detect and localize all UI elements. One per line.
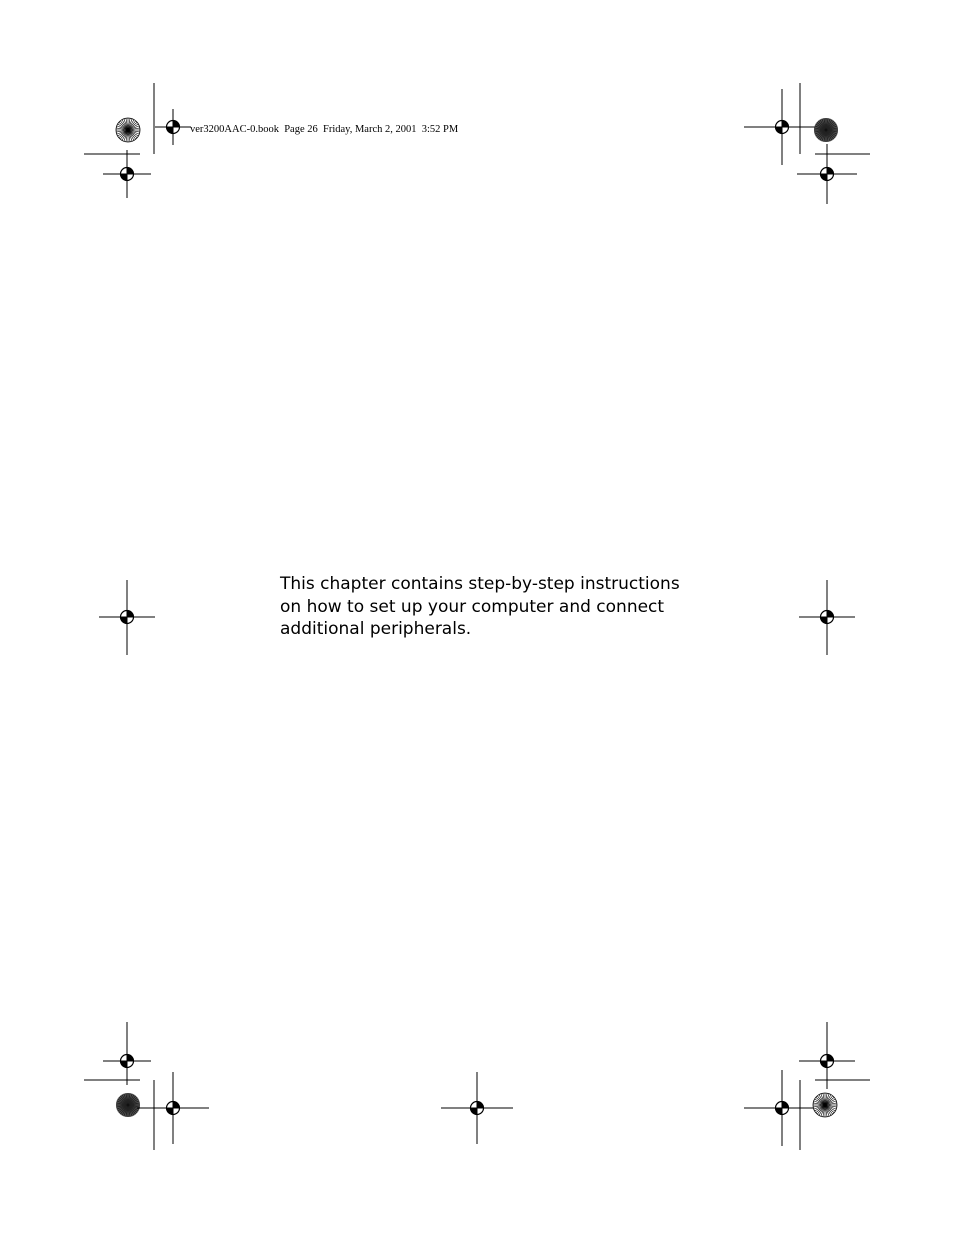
registration-mark-icon bbox=[103, 150, 151, 198]
registration-mark-icon bbox=[744, 89, 820, 165]
registration-mark-icon bbox=[155, 109, 191, 145]
registration-mark-icon bbox=[744, 1070, 820, 1146]
starburst-wheel-icon bbox=[814, 118, 838, 142]
starburst-wheel-icon bbox=[116, 118, 140, 142]
registration-mark-icon bbox=[797, 144, 857, 204]
starburst-wheel-icon bbox=[813, 1093, 837, 1117]
registration-mark-icon bbox=[441, 1072, 513, 1144]
print-slug: ver3200AAC-0.book Page 26 Friday, March 2, 2001 3:52 PM bbox=[190, 124, 459, 135]
registration-mark-icon bbox=[137, 1072, 209, 1144]
starburst-wheel-icon bbox=[116, 1093, 140, 1117]
chapter-intro-text: This chapter contains step-by-step instructions on how to set up your computer and connect additional peripherals. bbox=[280, 574, 680, 639]
